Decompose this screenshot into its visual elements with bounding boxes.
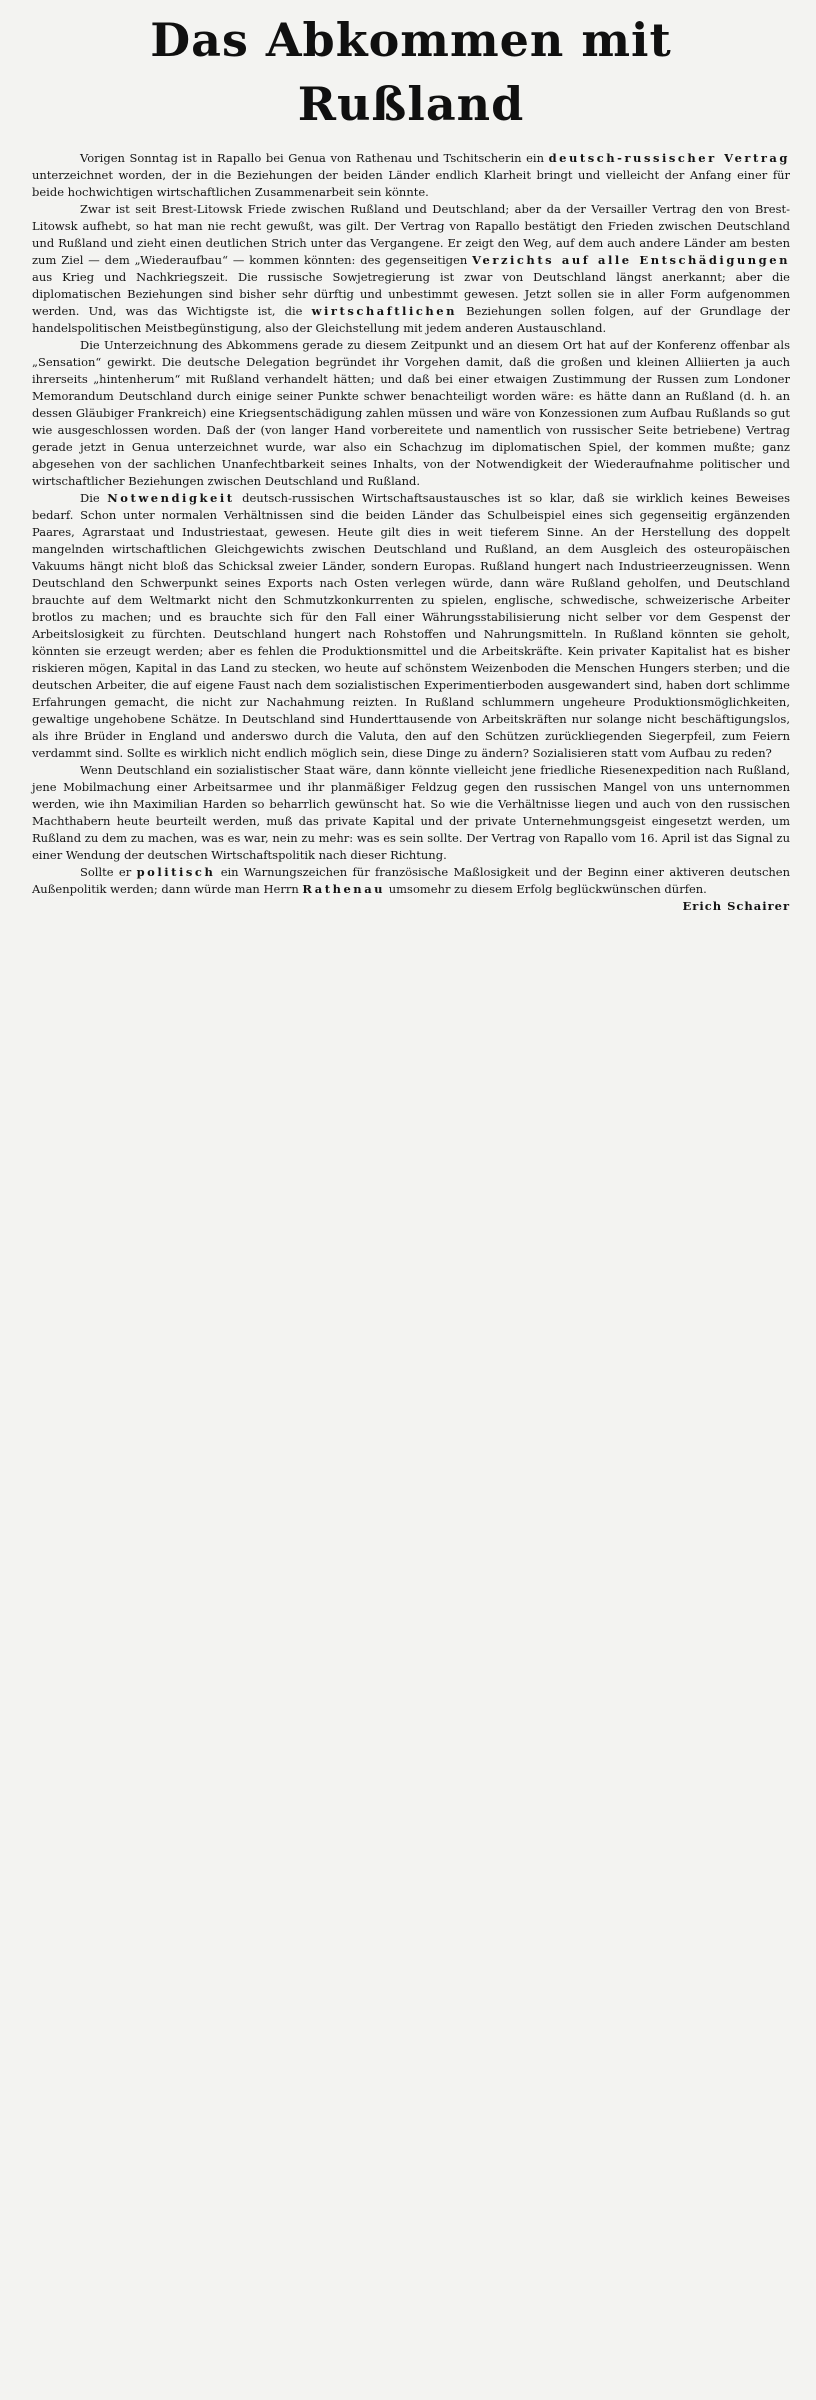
text-run: unterzeichnet worden, der in die Beziehungen der beiden Länder endlich Klarheit bringt und vielleicht der Anfang einer für beide hochwichtigen wirtschaftlichen Zusammenarbeit sein könnte. [32,168,790,199]
spaced-emphasis: politisch [136,865,216,879]
spaced-emphasis: Rathenau [302,882,386,896]
spaced-emphasis: wirtschaftlichen [311,304,458,318]
spaced-emphasis: Verzichts auf alle Entschädigungen [472,253,790,267]
text-run: deutsch-russischen Wirtschaftsaustausches ist so klar, daß sie wirklich keines Beweises bedarf. Schon unter normalen Verhältnissen sind die beiden Länder das Schulbeispiel eines sich gegenseitig ergänzenden Paares, Agrarstaat und Industriestaat, gewesen. Heute gilt dies in weit tieferem Sinne. An der Herstellung des doppelt mangelnden wirtschaftlichen Gleichgewichts zwischen Deutschland und Rußland, an dem Ausgleich des osteuropäischen Vakuums hängt nicht bloß das Schicksal zweier Länder, sondern Europas. Rußland hungert nach Industrieerzeugnissen. Wenn Deutschland den Schwerpunkt seines Exports nach Osten verlegen würde, dann wäre Rußland geholfen, und Deutschland brauchte auf dem Weltmarkt nicht den Schmutzkonkurrenten zu spielen, englische, schwedische, schweizerische Arbeiter brotlos zu machen; und es brauchte sich für den Fall einer Währungsstabilisierung nicht selber vor dem Gespenst der Arbeitslosigkeit zu fürchten. Deutschland hungert nach Rohstoffen und Nahrungsmitteln. In Rußland könnten sie geholt, könnten sie erzeugt werden; aber es fehlen die Produktionsmittel und die Arbeitskräfte. Kein privater Kapitalist hat es bisher riskieren mögen, Kapital in das Land zu stecken, wo heute auf schönstem Weizenboden die Menschen Hungers sterben; und die deutschen Arbeiter, die auf eigene Faust nach dem sozialistischen Experimentierboden ausgewandert sind, haben dort schlimme Erfahrungen gemacht, die nicht zur Nachahmung reizten. In Rußland schlummern ungeheure Produktionsmöglichkeiten, gewaltige ungehobene Schätze. In Deutschland sind Hunderttausende von Arbeitskräften nur solange nicht beschäftigungslos, als ihre Brüder in England und anderswo durch die Valuta, den auf den Schützen zurückliegenden Siegerpfeil, zum Feiern verdammt sind. Sollte es wirklich nicht endlich möglich sein, diese Dinge zu ändern? Sozialisieren statt vom Aufbau zu reden? [32,491,791,760]
article-paragraph [32,864,790,915]
headline: Das Abkommen mit Rußland [150,13,672,131]
text-run: Sollte er [80,865,137,879]
article-paragraph [32,490,790,762]
text-run: aus Krieg und Nachkriegszeit. Die russische Sowjetregierung ist zwar von Deutschland längst anerkannt; aber die diplomatischen Beziehungen sind bisher sehr dürftig und unbestimmt gewesen. Jetzt sollen sie in aller Form aufgenommen werden. Und, was das Wichtigste ist, die [32,270,790,318]
text-run: Vorigen Sonntag ist in Rapallo bei Genua von Rathenau und Tschitscherin ein [80,151,549,165]
spaced-emphasis: Notwendigkeit [107,491,235,505]
text-run: Die Unterzeichnung des Abkommens gerade zu diesem Zeitpunkt und an diesem Ort hat auf der Konferenz offenbar als „Sensation“ gewirkt. Die deutsche Delegation begründet ihr Vorgehen damit, daß die großen und kleinen Alliierten ja auch ihrerseits „hintenherum“ mit Rußland verhandelt hätten; und daß bei einer etwaigen Zustimmung der Russen zum Londoner Memorandum Deutschland durch einige seiner Punkte schwer benachteiligt worden wäre: es hätte dann an Rußland (d. h. an dessen Gläubiger Frankreich) eine Kriegsentschädigung zahlen müssen und wäre von Konzessionen zum Aufbau Rußlands so gut wie ausgeschlossen worden. Daß der (von langer Hand vorbereitete und namentlich von russischer Seite betriebene) Vertrag gerade jetzt in Genua unterzeichnet wurde, war also ein Schachzug im diplomatischen Spiel, der kommen mußte; ganz abgesehen von der sachlichen Unanfechtbarkeit seines Inhalts, von der Notwendigkeit der Wiederaufnahme politischer und wirtschaftlicher Beziehungen zwischen Deutschland und Rußland. [32,338,790,488]
article-body [32,150,790,915]
text-run: Die [80,491,108,505]
spaced-emphasis: deutsch-russischer Vertrag [548,151,790,165]
article-paragraph [32,201,790,337]
text-run: Beziehungen sollen folgen, auf der Grundlage der handelspolitischen Meistbegünstigung, also der Gleichstellung mit jedem anderen Austauschland. [32,304,790,335]
text-run: Zwar ist seit Brest-Litowsk Friede zwischen Rußland und Deutschland; aber da der Versailler Vertrag den von Brest-Litowsk aufhebt, so hat man nie recht gewußt, was gilt. Der Vertrag von Rapallo bestätigt den Frieden zwischen Deutschland und Rußland und zieht einen deutlichen Strich unter das Vergangene. Er zeigt den Weg, auf dem auch andere Länder am besten zum Ziel — dem „Wiederaufbau“ — kommen könnten: des gegenseitigen [32,202,790,267]
article-paragraph [32,762,790,864]
article-paragraph [32,150,790,201]
article-paragraph [32,337,790,490]
text-run: umsomehr zu diesem Erfolg beglückwünschen dürfen. [385,882,707,896]
text-run: ein Warnungszeichen für französische Maßlosigkeit und der Beginn einer aktiveren deutschen Außenpolitik werden; dann würde man Herrn [32,865,791,896]
author-byline: Erich Schairer [682,899,790,913]
text-run: Wenn Deutschland ein sozialistischer Staat wäre, dann könnte vielleicht jene friedliche Riesenexpedition nach Rußland, jene Mobilmachung einer Arbeitsarmee und ihr planmäßiger Feldzug gegen den russischen Mangel von uns unternommen werden, wie ihn Maximilian Harden so beharrlich gewünscht hat. So wie die Verhältnisse liegen und auch von den russischen Machthabern heute beurteilt werden, muß das private Kapital und der private Unternehmungsgeist eingesetzt werden, um Rußland zu dem zu machen, was es war, nein zu mehr: was es sein sollte. Der Vertrag von Rapallo vom 16. April ist das Signal zu einer Wendung der deutschen Wirtschaftspolitik nach dieser Richtung. [32,763,790,862]
